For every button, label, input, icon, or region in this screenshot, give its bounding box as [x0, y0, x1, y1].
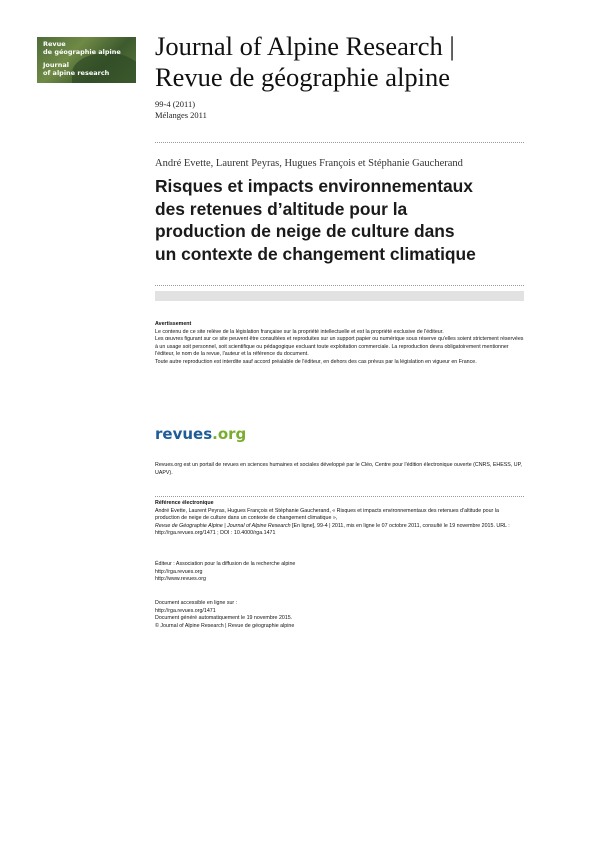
- reference-heading: Référence électronique: [155, 500, 214, 506]
- notice-heading: Avertissement: [155, 321, 192, 327]
- copyright: © Journal of Alpine Research | Revue de géographie alpine: [155, 622, 295, 629]
- access-link[interactable]: http://rga.revues.org/1471: [155, 607, 216, 614]
- divider-top: [155, 142, 524, 143]
- logo-text-line-3: Journal: [43, 61, 69, 69]
- notice-paragraph: Toute autre reproduction est interdite sauf accord préalable de l'éditeur, en dehors des cas prévus par la législation en vigueur en France.: [155, 358, 477, 365]
- generated-date: Document généré automatiquement le 19 novembre 2015.: [155, 615, 293, 622]
- access-block: [155, 600, 524, 630]
- notice-block: [155, 321, 524, 367]
- notice-paragraph: Le contenu de ce site relève de la législation française sur la propriété intellectuelle et est la propriété exclusive de l'éditeur.: [155, 328, 444, 335]
- notice-paragraph: Les œuvres figurant sur ce site peuvent être consultées et reproduites sur un support papier ou numérique sous réserve qu'elles soient strictement réservées à un usage soit personnel, soit scientifique ou pédagogique excluant toute exploitation commerciale. La reproduction devra obligatoirement mentionner l'éditeur, le nom de la revue, l'auteur et la référence du document.: [155, 336, 524, 358]
- logo-text-line-4: of alpine research: [43, 69, 110, 77]
- reference-block: [155, 500, 524, 538]
- article-title-line: Risques et impacts environnementaux: [155, 176, 473, 196]
- revues-logo-domain: .org: [212, 425, 247, 443]
- issue-number: 99-4 (2011): [155, 99, 196, 109]
- article-title-line: production de neige de culture dans: [155, 221, 455, 241]
- journal-title-line-1: Journal of Alpine Research |: [155, 31, 455, 61]
- publisher-link[interactable]: http://www.revues.org: [155, 576, 206, 583]
- logo-text-line-1: Revue: [43, 40, 66, 48]
- revues-org-logo[interactable]: [155, 425, 246, 443]
- journal-logo: [37, 37, 136, 83]
- article-title-line: des retenues d’altitude pour la: [155, 198, 408, 219]
- issue-info: [155, 99, 207, 121]
- publisher-block: [155, 561, 524, 584]
- article-title-line: un contexte de changement climatique: [155, 243, 476, 264]
- portal-text: Revues.org est un portail de revues en sciences humaines et sociales développé par le Cléo, Centre pour l'édition électronique ouverte (CNRS, EHESS, UP, UAPV).: [155, 462, 522, 476]
- reference-journal-name: Revue de Géographie Alpine | Journal of Alpine Research: [155, 522, 291, 529]
- divider-middle: [155, 285, 524, 286]
- portal-description: [155, 462, 524, 477]
- article-authors: André Evette, Laurent Peyras, Hugues François et Stéphanie Gaucherand: [155, 158, 463, 169]
- reference-citation: [155, 508, 524, 538]
- access-label: Document accessible en ligne sur :: [155, 600, 238, 606]
- publisher-link[interactable]: http://rga.revues.org: [155, 568, 203, 575]
- publisher-name: Éditeur : Association pour la diffusion de la recherche alpine: [155, 561, 296, 567]
- reference-citation-details: [En ligne], 99-4 | 2011, mis en ligne le 07 octobre 2011, consulté le 19 novembre 2015. URL : http://rga.revues.org/1471 ; DOI : 10.4000/rga.1471: [155, 522, 510, 537]
- divider-lower: [155, 496, 524, 497]
- revues-logo-word: revues: [155, 425, 213, 443]
- logo-text-line-2: de géographie alpine: [43, 48, 121, 56]
- journal-title-line-2: Revue de géographie alpine: [155, 62, 451, 92]
- issue-section: Mélanges 2011: [155, 110, 207, 120]
- reference-citation-text: André Evette, Laurent Peyras, Hugues François et Stéphanie Gaucherand, « Risques et impacts environnementaux des retenues d’altitude pour la production de neige de culture dans un contexte de changement climatique »,: [155, 507, 499, 522]
- gray-band: [155, 291, 524, 301]
- article-title: [155, 175, 535, 265]
- logo-mountain-graphic: [72, 53, 136, 83]
- journal-title: [155, 31, 575, 93]
